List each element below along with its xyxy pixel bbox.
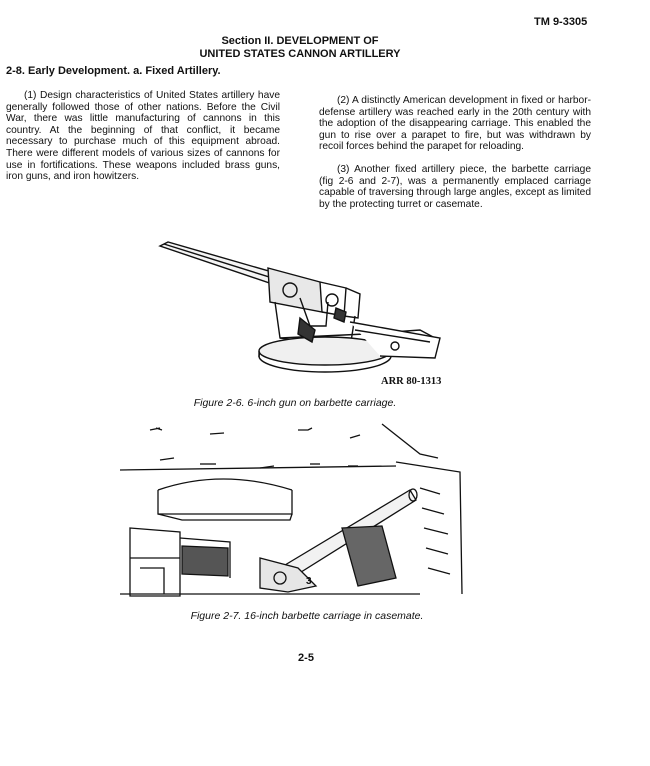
figure-label: 3 xyxy=(306,576,312,587)
section-title-line1: Section II. DEVELOPMENT OF xyxy=(221,35,379,47)
right-column xyxy=(319,95,591,221)
paragraph-2: (2) A distinctly American development in fixed or harbor-defense artillery was reached early in the 20th century with the adoption of the disappearing carriage. This enabled the gun to rise over a parapet to fire, but was withdrawn by recoil forces behind the parapet for reloading. xyxy=(319,95,591,153)
left-column xyxy=(6,90,280,194)
paragraph-heading: 2-8. Early Development. a. Fixed Artillery. xyxy=(6,65,221,77)
figure-2-7-caption: Figure 2-7. 16-inch barbette carriage in casemate. xyxy=(190,610,424,622)
figure-2-6-caption: Figure 2-6. 6-inch gun on barbette carriage. xyxy=(193,397,397,409)
figure-code: ARR 80-1313 xyxy=(381,376,442,387)
paragraph-1: (1) Design characteristics of United States artillery have generally followed those of other nations. Before the Civil War, there was little manufacturing of cannons in this country. At the beginning of that conflict, it became necessary to purchase much of this equipment abroad. There were different models of various sizes of cannons for use in fortifications. These weapons included brass guns, iron guns, and iron howitzers. xyxy=(6,90,280,183)
casemate-illustration xyxy=(120,418,480,600)
section-title-line2: UNITED STATES CANNON ARTILLERY xyxy=(199,48,401,60)
page-number: 2-5 xyxy=(298,652,314,664)
document-id: TM 9-3305 xyxy=(534,16,588,28)
paragraph-3: (3) Another fixed artillery piece, the barbette carriage (fig 2-6 and 2-7), was a permanently emplaced carriage capable of traversing through large angles, except as limited by the protecting turret or casemate. xyxy=(319,163,591,210)
barbette-gun-illustration xyxy=(150,238,450,388)
